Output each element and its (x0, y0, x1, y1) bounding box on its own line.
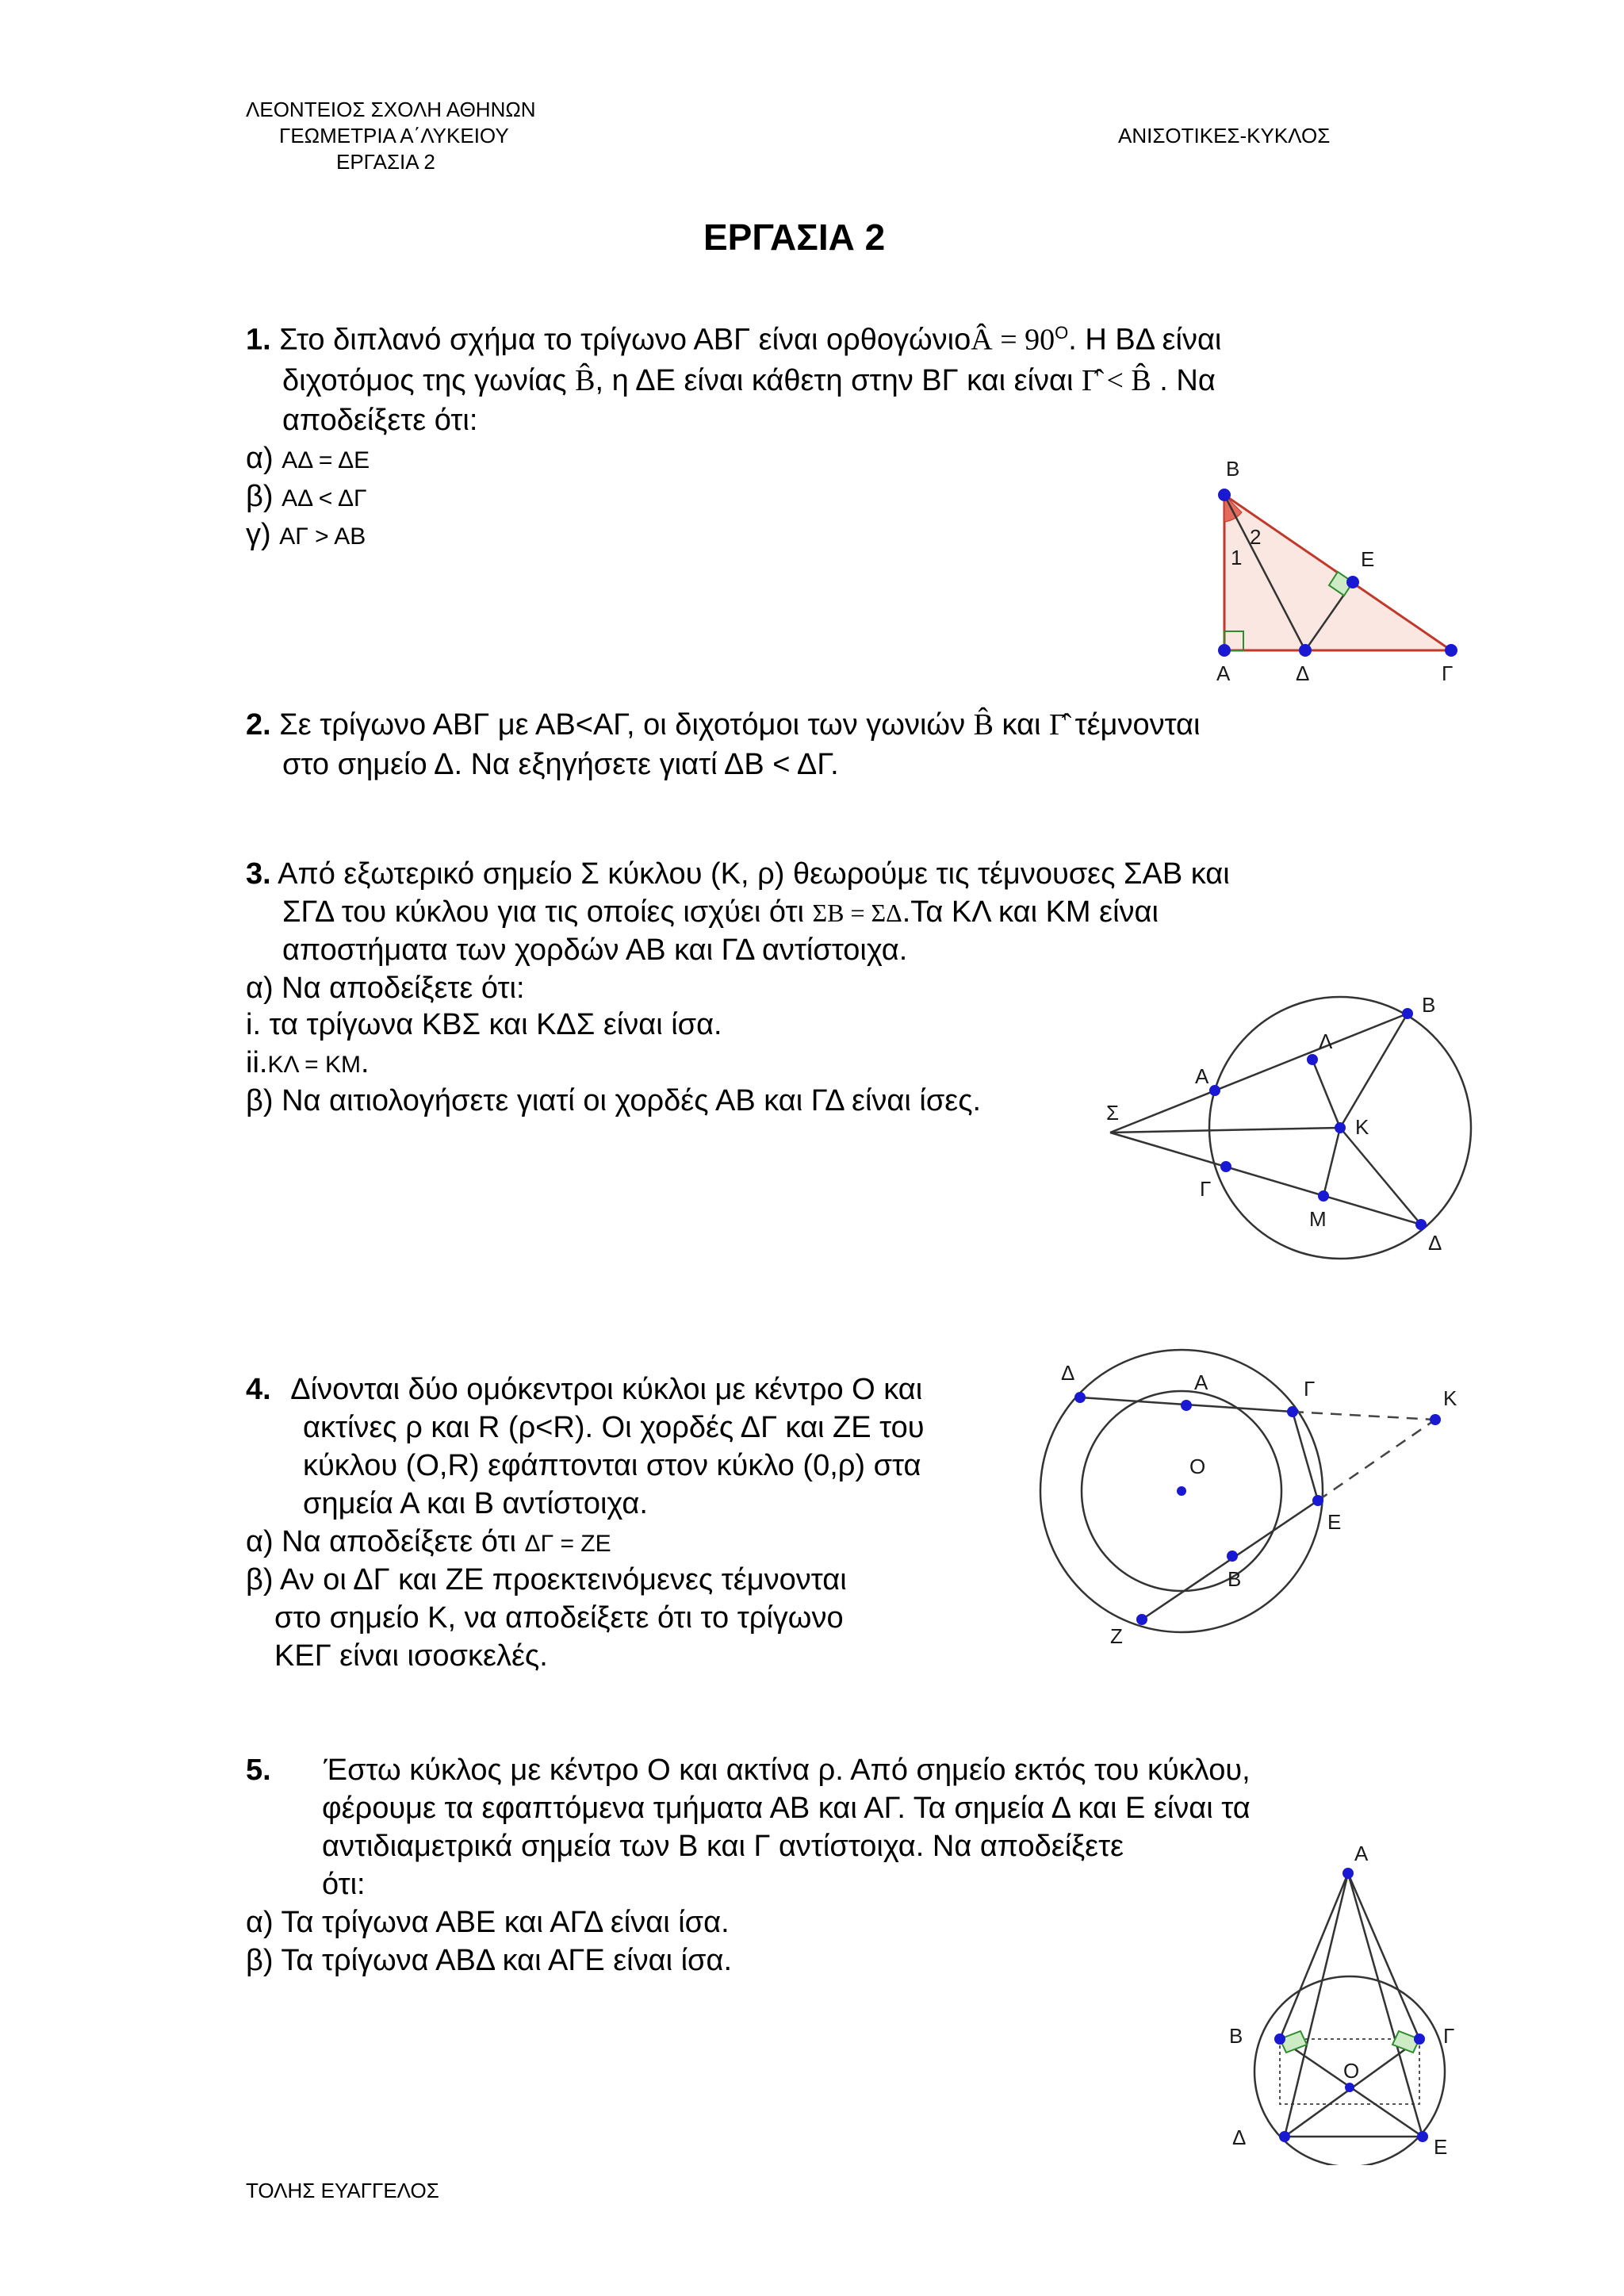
problem-3-line-5: i. τα τρίγωνα ΚΒΣ και ΚΔΣ είναι ίσα. (246, 1008, 722, 1041)
problem-2-text-c: τέμνονται (1074, 708, 1201, 742)
item-math: ΑΔ < ΔΓ (282, 485, 367, 512)
point-b (1227, 1550, 1238, 1562)
label-b: Β (1228, 1567, 1242, 1591)
point-o (1177, 1486, 1186, 1496)
problem-3-math-sb-sd: ΣΒ = ΣΔ (812, 899, 902, 927)
item-label: β) (246, 480, 274, 513)
label-b: Β (1229, 2024, 1243, 2048)
problem-5-line-6: β) Τα τρίγωνα ΑΒΔ και ΑΓΕ είναι ίσα. (246, 1944, 733, 1977)
label-o: Ο (1189, 1455, 1206, 1478)
problem-1-line-2 (282, 362, 1216, 400)
segment-kb (1340, 1014, 1408, 1128)
problem-4-text-a: Δίνονται δύο ομόκεντροι κύκλοι με κέντρο Ο και (290, 1373, 923, 1406)
problem-2-text-b: και (1002, 708, 1041, 742)
problem-4-line-2: ακτίνες ρ και R (ρ<R). Οι χορδές ΔΓ και ΖΕ του (303, 1411, 925, 1444)
label-k: Κ (1355, 1115, 1369, 1139)
problem-3-math-kl-km: ΚΛ = ΚΜ (267, 1052, 362, 1078)
problem-4-number: 4. (246, 1373, 271, 1406)
problem-3-dot: . (361, 1046, 370, 1079)
problem-2-line-2: στο σημείο Δ. Να εξηγήσετε γιατί ΔΒ < ΔΓ. (282, 748, 839, 781)
problem-2-angle-g: Γ̂ (1049, 708, 1067, 742)
label-l: Λ (1319, 1029, 1333, 1053)
label-s: Σ (1106, 1101, 1120, 1125)
problem-4-line-4: σημεία Α και Β αντίστοιχα. (303, 1487, 648, 1520)
problem-1-item-c (246, 516, 366, 556)
problem-1-angle-b: B̂ (575, 364, 596, 397)
label-b: Β (1226, 457, 1240, 481)
item-math: ΑΔ = ΔΕ (282, 447, 370, 473)
problem-4-math-dg-ze: ΔΓ = ΖΕ (524, 1531, 611, 1557)
point-z (1136, 1614, 1147, 1625)
label-e: Ε (1434, 2135, 1448, 2159)
point-e (1417, 2131, 1428, 2142)
problem-2-number: 2. (246, 708, 271, 742)
label-e: Ε (1327, 1510, 1342, 1534)
label-m: Μ (1309, 1207, 1327, 1231)
segment-kl (1312, 1060, 1340, 1128)
item-label: α) (246, 442, 274, 475)
page-title: ΕΡΓΑΣΙΑ 2 (703, 217, 886, 258)
segment-sk (1110, 1128, 1340, 1133)
problem-1-item-a (246, 439, 370, 480)
extension-gk (1293, 1412, 1435, 1420)
point-g (1287, 1406, 1298, 1417)
label-a: Α (1195, 1064, 1209, 1088)
label-z: Ζ (1110, 1624, 1123, 1648)
problem-1-text-b: . Η ΒΔ είναι (1068, 323, 1222, 357)
problem-5-line-5: α) Τα τρίγωνα ΑΒΕ και ΑΓΔ είναι ίσα. (246, 1906, 730, 1939)
problem-1-line-3: αποδείξετε ότι: (282, 404, 478, 437)
label-d: Δ (1428, 1231, 1442, 1255)
point-g (1414, 2033, 1425, 2045)
problem-5-number: 5. (246, 1754, 271, 1787)
label-g: Γ (1304, 1377, 1316, 1401)
label-e: Ε (1361, 547, 1375, 571)
problem-4-line-8: ΚΕΓ είναι ισοσκελές. (274, 1639, 548, 1673)
problem-4-line-7: στο σημείο Κ, να αποδείξετε ότι το τρίγωνο (274, 1601, 844, 1635)
label-d: Δ (1061, 1361, 1075, 1385)
point-d (1415, 1219, 1427, 1230)
label-g: Γ (1200, 1177, 1212, 1201)
label-1: 1 (1231, 546, 1243, 569)
point-l (1307, 1054, 1318, 1065)
point-a (1342, 1868, 1354, 1879)
figure-4-concentric-circles (1031, 1348, 1475, 1665)
topic-label: ΑΝΙΣΟΤΙΚΕΣ-ΚΥΚΛΟΣ (1118, 124, 1331, 148)
assignment-label: ΕΡΓΑΣΙΑ 2 (336, 150, 435, 174)
problem-4-line-6: β) Αν οι ΔΓ και ΖΕ προεκτεινόμενες τέμνονται (246, 1563, 847, 1596)
point-a (1218, 644, 1231, 657)
problem-4-text-b: α) Να αποδείξετε ότι (246, 1525, 516, 1558)
secant-sgd (1110, 1133, 1421, 1225)
segment-ae (1348, 1873, 1423, 2137)
point-d (1299, 644, 1312, 657)
problem-2-line-1 (246, 706, 1200, 744)
problem-2-angle-b: B̂ (973, 708, 994, 742)
problem-1-angle-a: Â = 90 (971, 323, 1055, 357)
figure-1-right-triangle (1189, 444, 1491, 690)
problem-5-line-2: φέρουμε τα εφαπτόμενα τμήματα ΑΒ και ΑΓ. Τα σημεία Δ και Ε είναι τα (322, 1792, 1251, 1825)
problem-1-number: 1. (246, 323, 271, 357)
problem-1-angle-compare: Γ̂ < B̂ (1081, 364, 1151, 397)
problem-4-line-1 (246, 1370, 922, 1409)
item-math: ΑΓ > ΑΒ (279, 523, 366, 550)
label-g: Γ (1442, 661, 1454, 685)
problem-4-line-3: κύκλου (Ο,R) εφάπτονται στον κύκλο (0,ρ) στα (303, 1449, 921, 1482)
problem-5-text-a: Έστω κύκλος με κέντρο Ο και ακτίνα ρ. Από σημείο εκτός του κύκλου, (324, 1754, 1251, 1787)
point-d (1074, 1392, 1086, 1403)
problem-3-line-1 (246, 855, 1230, 893)
school-name: ΛΕΟΝΤΕΙΟΣ ΣΧΟΛΗ ΑΘΗΝΩΝ (246, 98, 536, 121)
problem-1-line-1 (246, 314, 1221, 359)
problem-3-roman-ii: ii. (246, 1046, 268, 1079)
point-e (1312, 1495, 1323, 1506)
label-d: Δ (1232, 2125, 1247, 2149)
point-o (1345, 2083, 1354, 2092)
course-name: ΓΕΩΜΕΤΡΙΑ Α΄ΛΥΚΕΙΟΥ (279, 124, 509, 148)
point-e (1346, 576, 1359, 588)
point-m (1318, 1190, 1329, 1202)
problem-1-degree: Ο (1055, 323, 1069, 343)
point-g (1220, 1161, 1231, 1172)
point-k (1430, 1414, 1441, 1425)
label-a: Α (1354, 1842, 1369, 1865)
point-b (1402, 1008, 1413, 1019)
problem-1-text-a: Στο διπλανό σχήμα το τρίγωνο ΑΒΓ είναι ορθογώνιο (279, 323, 971, 357)
label-g: Γ (1443, 2024, 1455, 2048)
figure-5-tangents (1213, 1832, 1483, 2165)
label-a: Α (1194, 1370, 1208, 1394)
problem-3-line-7: β) Να αιτιολογήσετε γιατί οι χορδές ΑΒ και ΓΔ είναι ίσες. (246, 1084, 982, 1117)
problem-4-line-5 (246, 1523, 611, 1563)
problem-5-line-4: ότι: (322, 1868, 366, 1901)
problem-1-text-c: διχοτόμος της γωνίας (282, 364, 567, 397)
point-b (1218, 489, 1231, 501)
point-k (1335, 1122, 1346, 1133)
point-g (1445, 644, 1457, 657)
problem-3-text-b: ΣΓΔ του κύκλου για τις οποίες ισχύει ότι (282, 895, 804, 929)
point-b (1274, 2033, 1285, 2045)
label-2: 2 (1250, 525, 1262, 549)
problem-3-number: 3. (246, 857, 271, 891)
label-b: Β (1422, 993, 1436, 1017)
extension-ek (1318, 1420, 1435, 1501)
segment-kd (1340, 1128, 1421, 1225)
problem-3-text-c: .Τα ΚΛ και ΚΜ είναι (902, 895, 1159, 929)
problem-1-text-e: . Να (1159, 364, 1216, 397)
segment-km (1323, 1128, 1340, 1196)
point-d (1279, 2131, 1290, 2142)
problem-3-line-4: α) Να αποδείξετε ότι: (246, 972, 525, 1005)
figure-3-circle-secants (1098, 983, 1479, 1269)
tangent-ag (1348, 1873, 1419, 2039)
item-label: γ) (246, 518, 271, 551)
footer-author: ΤΟΛΗΣ ΕΥΑΓΓΕΛΟΣ (246, 2179, 439, 2202)
problem-5-line-3: αντιδιαμετρικά σημεία των Β και Γ αντίστοιχα. Να αποδείξετε (322, 1830, 1124, 1863)
problem-3-line-6 (246, 1044, 370, 1084)
problem-3-text-a: Από εξωτερικό σημείο Σ κύκλου (Κ, ρ) θεωρούμε τις τέμνουσες ΣΑΒ και (278, 857, 1230, 891)
point-a (1209, 1085, 1220, 1096)
problem-3-line-2 (282, 893, 1159, 932)
problem-3-line-3: αποστήματα των χορδών ΑΒ και ΓΔ αντίστοιχα. (282, 933, 908, 967)
label-a: Α (1216, 661, 1231, 685)
problem-5-line-1 (246, 1751, 1251, 1789)
problem-1-item-b (246, 477, 367, 518)
label-k: Κ (1443, 1386, 1457, 1410)
problem-2-text-a: Σε τρίγωνο ΑΒΓ με ΑΒ<ΑΓ, οι διχοτόμοι των γωνιών (279, 708, 966, 742)
point-a (1181, 1400, 1192, 1411)
problem-1-text-d: , η ΔΕ είναι κάθετη στην ΒΓ και είναι (595, 364, 1074, 397)
label-d: Δ (1296, 661, 1310, 685)
label-o: Ο (1343, 2059, 1360, 2083)
